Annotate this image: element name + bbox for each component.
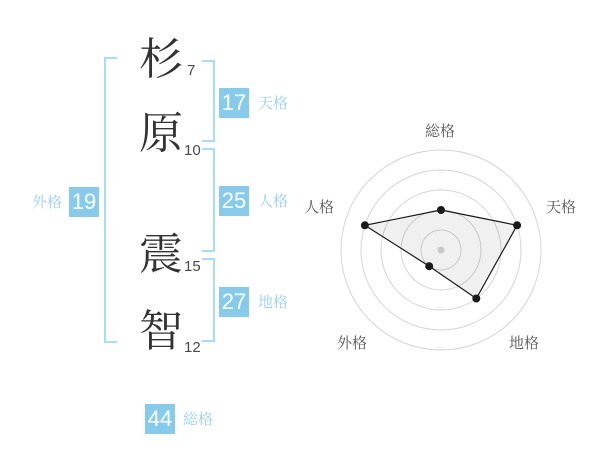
tenkaku-value-badge: 17	[219, 88, 249, 118]
radar-axis-label: 人格	[303, 199, 335, 216]
radar-axis-label: 天格	[545, 199, 577, 216]
radar-axis-label: 総格	[424, 123, 456, 140]
radar-point	[472, 295, 480, 303]
name-char-1: 杉	[139, 35, 183, 84]
radar-point	[437, 206, 445, 214]
jinkaku-bracket	[202, 148, 215, 252]
radar-center-dot	[438, 247, 445, 254]
stroke-count-3: 15	[184, 258, 201, 275]
chikaku-bracket	[202, 258, 215, 342]
stroke-count-2: 10	[184, 142, 201, 159]
gaikaku-bracket	[104, 57, 117, 343]
jinkaku-value-badge: 25	[219, 186, 249, 216]
jinkaku-label: 人格	[258, 193, 289, 210]
soukaku-label: 総格	[183, 411, 214, 428]
name-char-3: 震	[139, 230, 183, 279]
soukaku-value-badge: 44	[145, 404, 175, 434]
stroke-count-1: 7	[187, 62, 196, 79]
chikaku-label: 地格	[258, 294, 289, 311]
tenkaku-bracket	[202, 60, 215, 142]
radar-chart-svg	[290, 100, 590, 400]
stroke-count-4: 12	[184, 339, 201, 356]
radar-polygon	[365, 210, 517, 299]
radar-point	[361, 221, 369, 229]
radar-axis-label: 地格	[508, 335, 540, 352]
radar-axis-label: 外格	[336, 335, 368, 352]
radar-point	[425, 262, 433, 270]
radar-point	[513, 221, 521, 229]
gaikaku-label: 外格	[31, 194, 62, 211]
name-char-4: 智	[139, 307, 183, 356]
name-char-2: 原	[139, 109, 183, 158]
gaikaku-value-badge: 19	[69, 187, 99, 217]
tenkaku-label: 天格	[258, 95, 289, 112]
chikaku-value-badge: 27	[219, 287, 249, 317]
